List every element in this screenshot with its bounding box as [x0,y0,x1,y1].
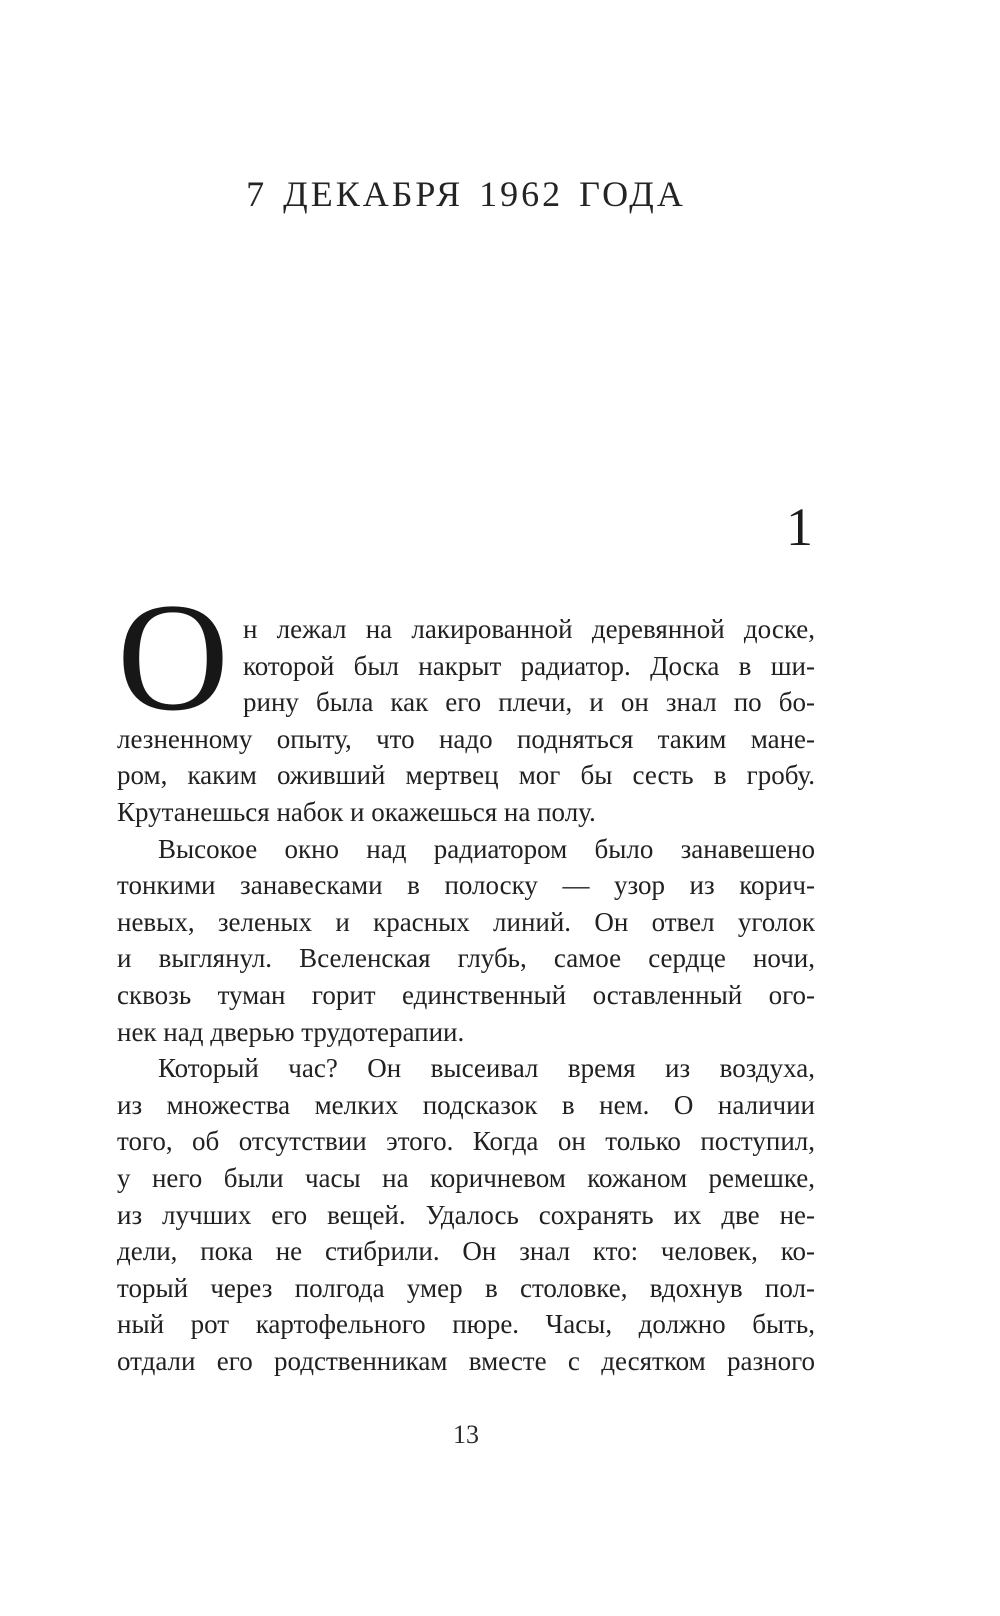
paragraph [117,831,815,1051]
body-line: дели, пока не стибрили. Он знал кто: человек, ко- [117,1236,815,1267]
body-line: из множества мелких подсказок в нем. О наличии [117,1089,815,1120]
body-line: рину была как его плечи, и он знал по бо- [243,687,815,718]
body-line: сквозь туман горит единственный оставленный ого- [117,979,815,1010]
body-text [117,571,815,1379]
body-line: Который час? Он высеивал время из воздуха, [158,1053,815,1084]
drop-cap: О [117,571,229,743]
body-line: отдали его родственникам вместе с десятком разного [117,1345,815,1376]
chapter-heading: 7 ДЕКАБРЯ 1962 ГОДА [246,174,686,214]
page-number: 13 [453,1420,479,1449]
body-line: у него были часы на коричневом кожаном ремешке, [117,1162,815,1193]
section-number: 1 [786,497,813,557]
body-line: Крутанешься набок и окажешься на полу. [117,796,596,827]
body-line: и выглянул. Вселенская глубь, самое сердце ночи, [117,943,815,974]
body-line: Высокое окно над радиатором было занавешено [158,833,815,864]
body-line: торый через полгода умер в столовке, вдохнув пол- [117,1272,815,1303]
paragraph [117,1050,815,1379]
body-line: того, об отсутствии этого. Когда он только поступил, [117,1126,815,1157]
body-line: нек над дверью трудотерапии. [117,1016,465,1047]
body-line: лезненному опыту, что надо подняться таким мане- [117,723,815,754]
body-line: невых, зеленых и красных линий. Он отвел уголок [117,906,815,937]
body-line: ром, каким оживший мертвец мог бы сесть в гробу. [117,760,815,791]
body-line: тонкими занавесками в полоску — узор из корич- [117,870,815,901]
paragraph [117,571,815,831]
body-line: которой был накрыт радиатор. Доска в ши- [243,650,815,681]
body-line: из лучших его вещей. Удалось сохранять их две не- [117,1199,815,1230]
body-line: н лежал на лакированной деревянной доске, [243,614,815,644]
body-line: ный рот картофельного пюре. Часы, должно быть, [117,1309,815,1340]
